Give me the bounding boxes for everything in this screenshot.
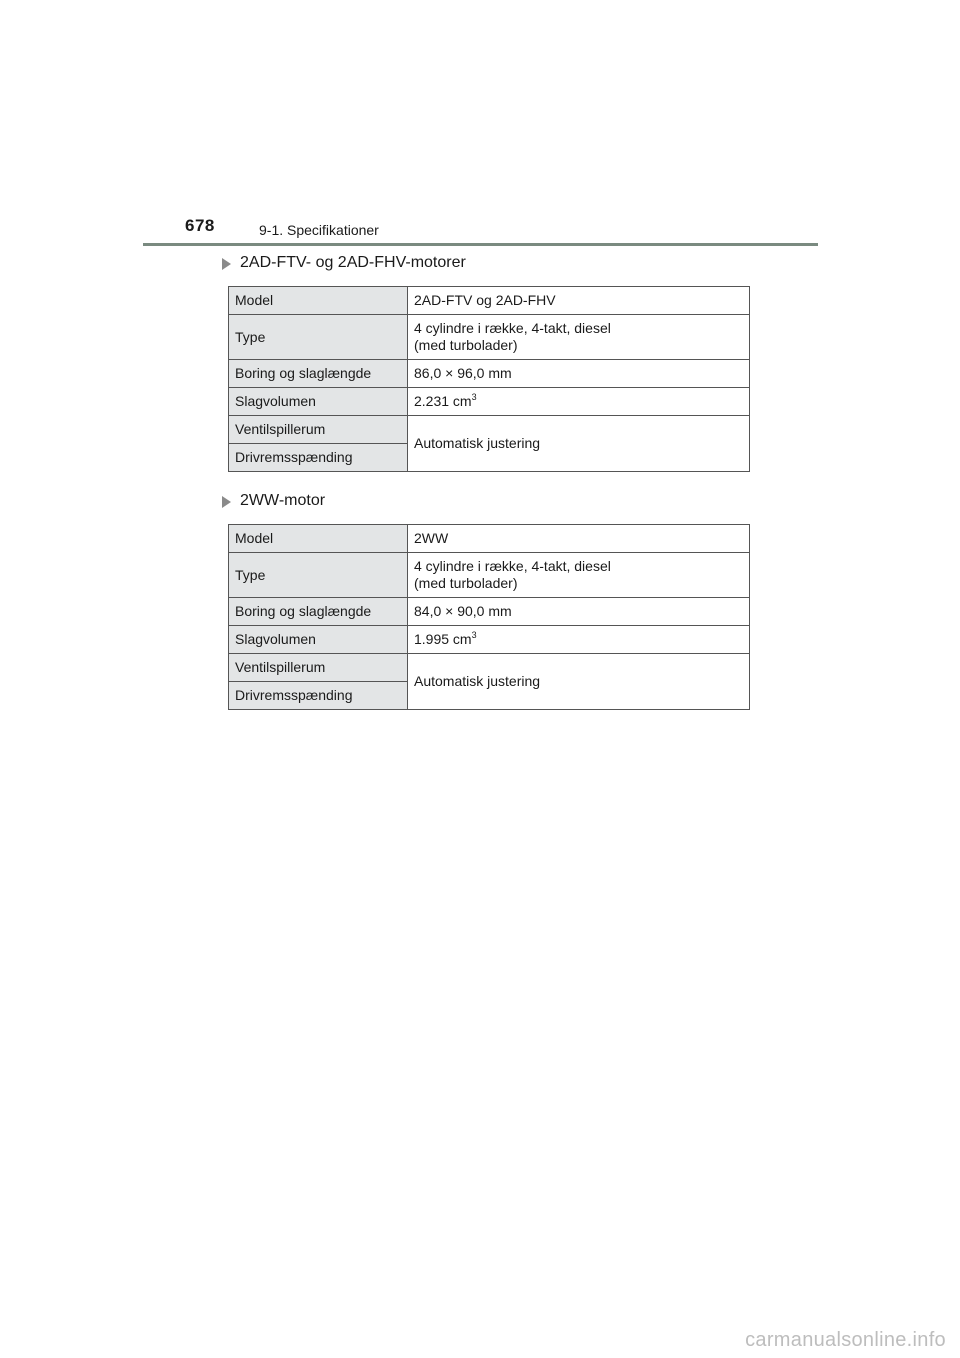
row-value-bore: 86,0 × 96,0 mm: [408, 360, 750, 388]
row-label-belt: Drivremsspænding: [229, 682, 408, 710]
row-label-type: Type: [229, 315, 408, 360]
watermark: carmanualsonline.info: [745, 1329, 946, 1351]
table-row: [229, 654, 750, 682]
row-label-model: Model: [229, 525, 408, 553]
displacement-value: 2.231 cm: [414, 393, 472, 409]
row-value-model: 2AD-FTV og 2AD-FHV: [408, 287, 750, 315]
row-label-valve: Ventilspillerum: [229, 654, 408, 682]
subsection-heading-2ww: [222, 492, 325, 510]
row-value-model: 2WW: [408, 525, 750, 553]
row-value-bore: 84,0 × 90,0 mm: [408, 598, 750, 626]
displacement-value: 1.995 cm: [414, 631, 472, 647]
subsection-title: 2AD-FTV- og 2AD-FHV-motorer: [240, 254, 466, 271]
page-number: 678: [185, 216, 215, 235]
spec-table-2ad: [228, 286, 750, 472]
table-row: [229, 626, 750, 654]
row-label-model: Model: [229, 287, 408, 315]
header-rule: [143, 243, 818, 246]
row-label-bore: Boring og slaglængde: [229, 598, 408, 626]
row-label-type: Type: [229, 553, 408, 598]
table-row: [229, 553, 750, 598]
table-row: [229, 287, 750, 315]
displacement-unit-superscript: 3: [471, 392, 477, 402]
row-value-adjust: Automatisk justering: [408, 654, 750, 710]
table-row: [229, 315, 750, 360]
row-label-displacement: Slagvolumen: [229, 626, 408, 654]
section-label: 9-1. Specifikationer: [259, 222, 379, 238]
table-row: [229, 388, 750, 416]
table-row: [229, 360, 750, 388]
displacement-unit-superscript: 3: [471, 630, 477, 640]
row-value-adjust: Automatisk justering: [408, 416, 750, 472]
row-value-type: 4 cylindre i række, 4-takt, diesel (med turbolader): [408, 315, 750, 360]
table-row: [229, 598, 750, 626]
row-value-displacement: [408, 626, 750, 654]
row-label-belt: Drivremsspænding: [229, 444, 408, 472]
subsection-heading-2ad: [222, 254, 466, 272]
row-label-bore: Boring og slaglængde: [229, 360, 408, 388]
subsection-title: 2WW-motor: [240, 492, 326, 509]
row-value-type: 4 cylindre i række, 4-takt, diesel (med turbolader): [408, 553, 750, 598]
table-row: [229, 416, 750, 444]
spec-table-2ww: [228, 524, 750, 710]
row-label-displacement: Slagvolumen: [229, 388, 408, 416]
triangle-bullet-icon: [222, 496, 231, 508]
row-value-displacement: [408, 388, 750, 416]
triangle-bullet-icon: [222, 258, 231, 270]
table-row: [229, 525, 750, 553]
row-label-valve: Ventilspillerum: [229, 416, 408, 444]
